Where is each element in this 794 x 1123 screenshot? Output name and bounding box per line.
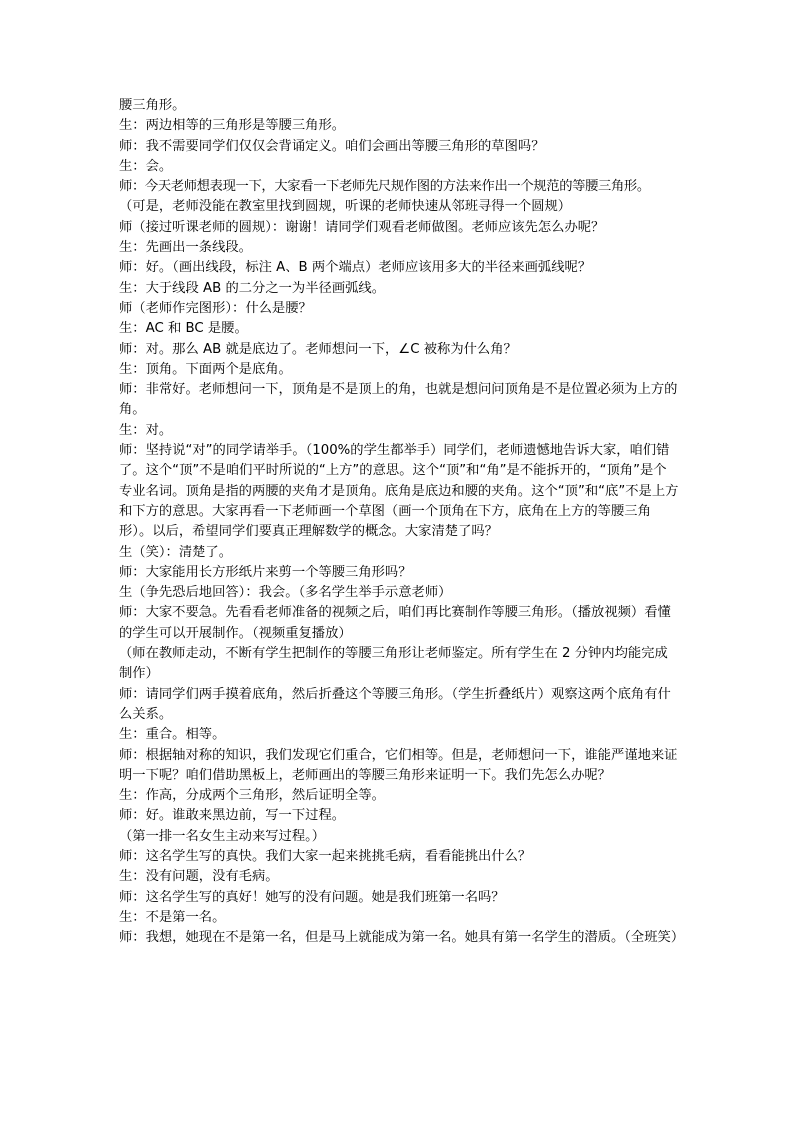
document-body — [119, 96, 685, 948]
paragraph-28: （第一排一名女生主动来写过程。） — [119, 828, 326, 844]
paragraph-24: 生：重合。相等。 — [119, 727, 226, 743]
paragraph-30: 生：没有问题，没有毛病。 — [119, 869, 279, 885]
paragraph-12: 生：AC 和 BC 是腰。 — [119, 321, 248, 337]
paragraph-10: 生：大于线段 AB 的二分之一为半径画弧线。 — [119, 280, 386, 296]
paragraph-29: 师：这名学生写的真快。我们大家一起来挑挑毛病，看看能挑出什么？ — [119, 848, 532, 864]
paragraph-23: 师：请同学们两手摸着底角，然后折叠这个等腰三角形。（学生折叠纸片）观察这两个底角有什么关系。 — [119, 686, 671, 722]
paragraph-6: （可是，老师没能在教室里找到圆规，听课的老师快速从邻班寻得一个圆规） — [119, 199, 572, 215]
paragraph-1: 腰三角形。 — [119, 98, 186, 113]
paragraph-31: 师：这名学生写的真好！她写的没有问题。她是我们班第一名吗？ — [119, 889, 505, 905]
paragraph-5: 师：今天老师想表现一下，大家看一下老师先尺规作图的方法来作出一个规范的等腰三角形。 — [119, 179, 650, 195]
paragraph-26: 生：作高，分成两个三角形，然后证明全等。 — [119, 788, 385, 804]
paragraph-33: 师：我想，她现在不是第一名，但是马上就能成为第一名。她具有第一名学生的潜质。（全班笑） — [119, 930, 685, 946]
paragraph-32: 生：不是第一名。 — [119, 909, 226, 925]
paragraph-21: 师：大家不要急。先看看老师准备的视频之后，咱们再比赛制作等腰三角形。（播放视频）看懂的学生可以开展制作。（视频重复播放） — [119, 605, 671, 641]
paragraph-16: 生：对。 — [119, 422, 173, 438]
paragraph-25: 师：根据轴对称的知识，我们发现它们重合，它们相等。但是，老师想问一下，谁能严谨地来证明一下呢？咱们借助黑板上，老师画出的等腰三角形来证明一下。我们先怎么办呢？ — [119, 747, 678, 783]
paragraph-3: 师：我不需要同学们仅仅会背诵定义。咱们会画出等腰三角形的草图吗？ — [119, 138, 545, 154]
paragraph-20: 生（争先恐后地回答）：我会。（多名学生举手示意老师） — [119, 585, 452, 601]
paragraph-19: 师：大家能用长方形纸片来剪一个等腰三角形吗？ — [119, 564, 412, 580]
paragraph-17: 师：坚持说“对”的同学请举手。（100%的学生都举手）同学们，老师遗憾地告诉大家，咱们错了。这个“顶”不是咱们平时所说的“上方”的意思。这个“顶”和“角”是不能拆开的，“顶角”是个专业名词。顶角是指的两腰的夹角才是顶角。底角是底边和腰的夹角。这个“顶”和“底”不是上方和下方的意思。大家再看一下老师画一个草图（画一个顶角在下方，底角在上方的等腰三角形）。以后，希望同学们要真正理解数学的概念。大家清楚了吗？ — [119, 443, 679, 540]
paragraph-8: 生：先画出一条线段。 — [119, 240, 252, 256]
paragraph-27: 师：好。谁敢来黑边前，写一下过程。 — [119, 808, 346, 824]
paragraph-13: 师：对。那么 AB 就是底边了。老师想问一下，∠C 被称为什么角？ — [119, 341, 517, 357]
paragraph-18: 生（笑）：清楚了。 — [119, 544, 233, 560]
paragraph-2: 生：两边相等的三角形是等腰三角形。 — [119, 118, 346, 134]
paragraph-7: 师（接过听课老师的圆规）：谢谢！请同学们观看老师做图。老师应该先怎么办呢？ — [119, 219, 605, 235]
paragraph-14: 生：顶角。下面两个是底角。 — [119, 361, 292, 377]
paragraph-22: （师在教师走动，不断有学生把制作的等腰三角形让老师鉴定。所有学生在 2 分钟内均能完成制作） — [119, 646, 668, 682]
paragraph-15: 师：非常好。老师想问一下，顶角是不是顶上的角，也就是想问问顶角是不是位置必须为上方的角。 — [119, 382, 678, 418]
paragraph-4: 生：会。 — [119, 158, 173, 174]
paragraph-11: 师（老师作完图形）：什么是腰？ — [119, 300, 312, 316]
paragraph-9: 师：好。（画出线段，标注 A、B 两个端点）老师应该用多大的半径来画弧线呢？ — [119, 260, 592, 276]
